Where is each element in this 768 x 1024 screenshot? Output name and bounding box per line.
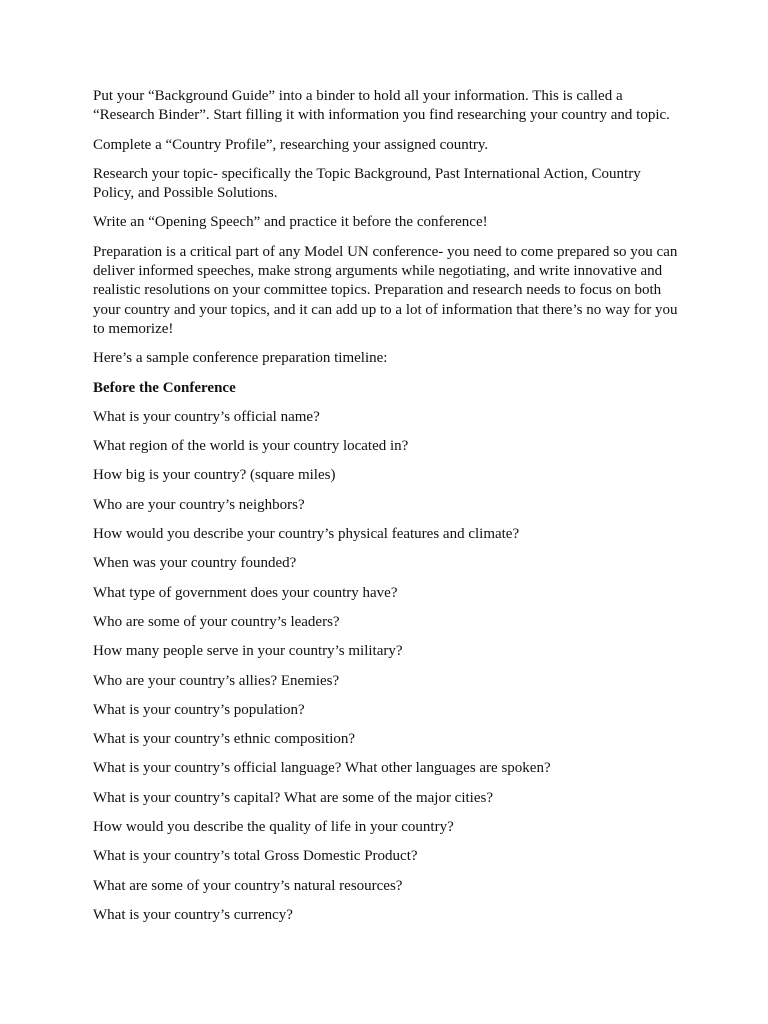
question-item: What is your country’s currency?	[93, 906, 293, 923]
intro-paragraph-binder: Put your “Background Guide” into a binder to hold all your information. This is called a “Research Binder”. Start filling it with information you find researching your country and topic.	[93, 88, 670, 124]
question-item: What is your country’s population?	[93, 701, 305, 718]
question-item: What is your country’s official name?	[93, 408, 320, 425]
question-item: What type of government does your country have?	[93, 584, 398, 601]
document-page	[93, 87, 678, 935]
intro-paragraph-research-topic: Research your topic- specifically the Topic Background, Past International Action, Country Policy, and Possible Solutions.	[93, 165, 641, 202]
question-item: Who are some of your country’s leaders?	[93, 613, 340, 630]
question-item: What are some of your country’s natural resources?	[93, 877, 403, 894]
section-heading: Before the Conference	[93, 379, 236, 396]
intro-paragraph-preparation: Preparation is a critical part of any Model UN conference- you need to come prepared so you can deliver informed speeches, make strong arguments while negotiating, and write innovative and realistic resolutions on your committee topics. Preparation and research needs to focus on both your country and your topics, and it can add up to a lot of information that there’s no way for you to memorize!	[93, 243, 678, 337]
question-item: When was your country founded?	[93, 555, 297, 572]
question-item: What region of the world is your country located in?	[93, 438, 409, 455]
question-item: How would you describe the quality of life in your country?	[93, 819, 454, 836]
intro-paragraph-opening-speech: Write an “Opening Speech” and practice it before the conference!	[93, 214, 488, 231]
question-item: What is your country’s official language? What other languages are spoken?	[93, 760, 551, 777]
intro-paragraph-timeline: Here’s a sample conference preparation timeline:	[93, 350, 388, 367]
intro-paragraph-country-profile: Complete a “Country Profile”, researching your assigned country.	[93, 136, 489, 153]
question-item: Who are your country’s neighbors?	[93, 496, 305, 513]
question-item: What is your country’s capital? What are some of the major cities?	[93, 789, 493, 806]
question-item: Who are your country’s allies? Enemies?	[93, 672, 340, 689]
question-item: How would you describe your country’s physical features and climate?	[93, 526, 520, 543]
question-item: What is your country’s total Gross Domestic Product?	[93, 848, 418, 865]
question-item: How many people serve in your country’s military?	[93, 643, 403, 660]
question-item: What is your country’s ethnic composition?	[93, 731, 356, 748]
question-item: How big is your country? (square miles)	[93, 467, 336, 484]
